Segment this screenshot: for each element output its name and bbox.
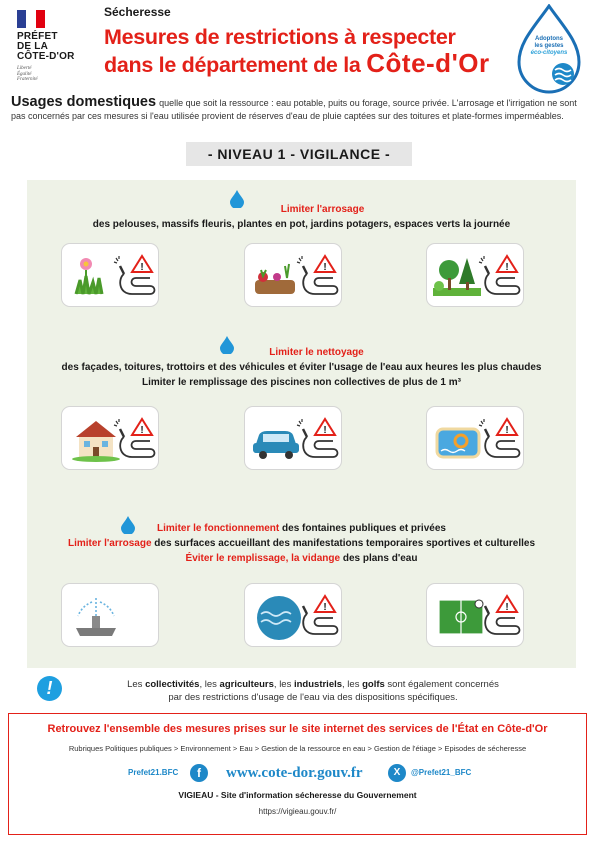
- facebook-handle[interactable]: Prefet21.BFC: [128, 768, 179, 777]
- svg-text:!: !: [140, 425, 144, 436]
- card-sports-field: [426, 583, 524, 647]
- card-swimming-pool: [426, 406, 524, 470]
- eco-citizen-badge: Adoptons les gestes éco-citoyens: [513, 4, 585, 94]
- vigieau-link[interactable]: https://vigieau.gouv.fr/: [258, 807, 337, 816]
- card-fountain: [61, 583, 159, 647]
- card-garden-flowers: [61, 243, 159, 307]
- section-arrosage: Limiter l'arrosage des pelouses, massifs fleuris, plantes en pot, jardins potagers, espaces verts la journée: [92, 204, 511, 230]
- website-link[interactable]: www.cote-dor.gouv.fr: [226, 765, 363, 781]
- hose-warning-icon: [427, 244, 525, 308]
- section-fontaines: Limiter le fonctionnement des fontaines publiques et privées Limiter l'arrosage des surfaces accueillant des manifestations temporaires sportives et culturelles Éviter le remplissage, la vidange des plans d'eau: [67, 523, 536, 564]
- card-water-body: [244, 583, 342, 647]
- vigieau-title: VIGIEAU - Site d'information sécheresse du Gouvernement: [178, 790, 417, 800]
- svg-text:!: !: [323, 602, 327, 613]
- card-house-facade: [61, 406, 159, 470]
- logo-motto: Liberté Égalité Fraternité: [17, 66, 38, 82]
- vigilance-level-banner: - NIVEAU 1 - VIGILANCE -: [186, 142, 412, 166]
- usage-intro: [11, 96, 585, 123]
- svg-text:!: !: [505, 425, 509, 436]
- hose-warning-icon: [245, 584, 343, 648]
- prefecture-logo: [5, 2, 91, 92]
- usage-text: quelle que soit la ressource : eau potable, puits ou forage, source privée. L'arrosage et l'irrigation ne sont pas concernés par ces mesures si l'eau utilisée provient de réserves d'eau de pluie captées sur des toitures et plate-formes imperméables.: [11, 98, 577, 121]
- svg-text:!: !: [323, 262, 327, 273]
- usage-heading: Usages domestiques: [11, 94, 157, 110]
- hose-warning-icon: [62, 244, 160, 308]
- card-green-spaces: [426, 243, 524, 307]
- card-vegetable-garden: [244, 243, 342, 307]
- info-footer: [8, 713, 587, 835]
- marianne-flag-icon: [17, 10, 45, 28]
- hose-warning-icon: [427, 407, 525, 471]
- other-users-note: Les collectivités, les agriculteurs, les industriels, les golfs sont également concernés par des restrictions d'usage de l'eau via des dispositions spécifiques.: [127, 679, 499, 703]
- svg-text:!: !: [323, 425, 327, 436]
- measures-panel: [27, 180, 576, 668]
- svg-text:!: !: [505, 602, 509, 613]
- x-twitter-icon[interactable]: X: [388, 764, 406, 782]
- card-car: [244, 406, 342, 470]
- logo-text: PRÉFET DE LA CÔTE-D'OR: [17, 31, 75, 62]
- hose-warning-icon: [62, 407, 160, 471]
- hose-warning-icon: [245, 244, 343, 308]
- section-nettoyage: Limiter le nettoyage des façades, toitures, trottoirs et des véhicules et éviter l'usage de l'eau aux heures les plus chaudes Limiter le remplissage des piscines non collectives de plus de 1 m³: [61, 347, 542, 388]
- facebook-icon[interactable]: f: [190, 764, 208, 782]
- exclamation-icon: !: [37, 676, 62, 701]
- hose-warning-icon: [245, 407, 343, 471]
- hose-warning-icon: [427, 584, 525, 648]
- x-handle[interactable]: @Prefet21_BFC: [411, 768, 472, 777]
- svg-text:!: !: [140, 262, 144, 273]
- page-subtitle: Sécheresse: [104, 5, 171, 19]
- svg-text:!: !: [505, 262, 509, 273]
- page-title: Mesures de restrictions à respecter dans le département de la Côte-d'Or: [104, 25, 490, 78]
- footer-headline: Retrouvez l'ensemble des mesures prises sur le site internet des services de l'État en Côte-d'Or: [47, 723, 548, 735]
- footer-breadcrumb: Rubriques Politiques publiques > Environnement > Eau > Gestion de la ressource en eau > Gestion de l'étiage > Episodes de sécheresse: [68, 744, 527, 753]
- fountain-icon: [62, 584, 160, 648]
